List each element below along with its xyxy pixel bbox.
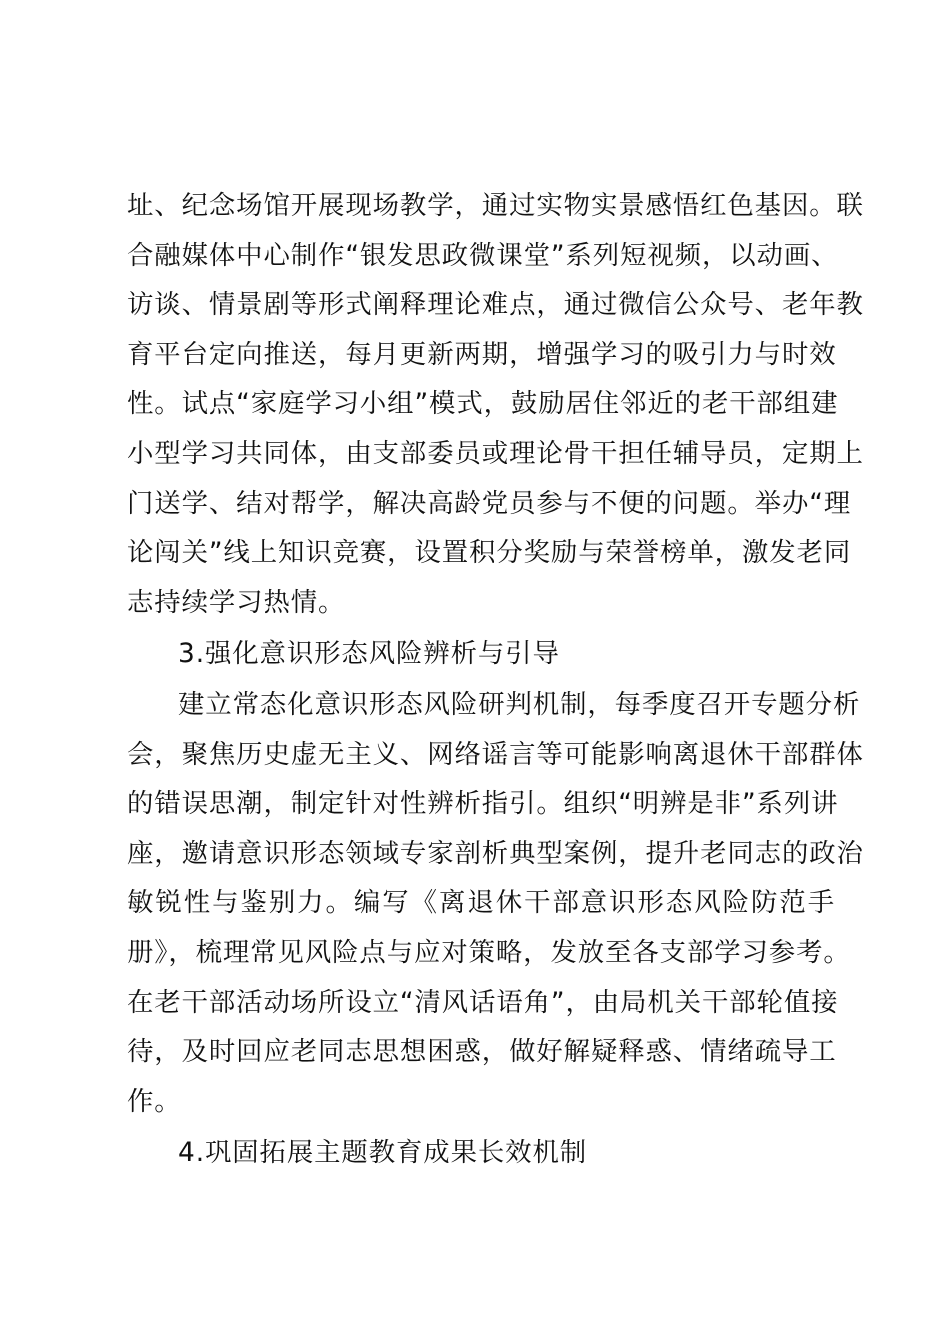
text-line: 论闯关”线上知识竞赛，设置积分奖励与荣誉榜单，激发老同 bbox=[127, 537, 852, 569]
text-line: 小型学习共同体，由支部委员或理论骨干担任辅导员，定期上 bbox=[127, 437, 864, 469]
text-line: 的错误思潮，制定针对性辨析指引。组织“明辨是非”系列讲 bbox=[127, 788, 839, 820]
text-line: 访谈、情景剧等形式阐释理论难点，通过微信公众号、老年教 bbox=[127, 289, 864, 321]
text-line: 会，聚焦历史虚无主义、网络谣言等可能影响离退休干部群体 bbox=[127, 738, 864, 770]
text-line: 址、纪念场馆开展现场教学，通过实物实景感悟红色基因。联 bbox=[127, 190, 864, 221]
text-line: 册》，梳理常见风险点与应对策略，发放至各支部学习参考。 bbox=[127, 936, 851, 968]
paragraph-continuation bbox=[127, 181, 864, 627]
text-line: 在老干部活动场所设立“清风话语角”，由局机关干部轮值接 bbox=[127, 986, 839, 1018]
text-line: 建立常态化意识形态风险研判机制，每季度召开专题分析 bbox=[178, 688, 861, 720]
text-line: 作。 bbox=[127, 1085, 182, 1117]
text-line: 性。试点“家庭学习小组”模式，鼓励居住邻近的老干部组建 bbox=[127, 388, 839, 420]
paragraph-ideology-risk bbox=[127, 680, 864, 1126]
section-heading-3: 3.强化意识形态风险辨析与引导 bbox=[178, 638, 560, 670]
text-line: 门送学、结对帮学，解决高龄党员参与不便的问题。举办“理 bbox=[127, 487, 852, 519]
section-heading-4: 4.巩固拓展主题教育成果长效机制 bbox=[178, 1137, 588, 1169]
text-line: 座，邀请意识形态领域专家剖析典型案例，提升老同志的政治 bbox=[127, 837, 864, 869]
document-page bbox=[127, 181, 864, 1178]
text-line: 育平台定向推送，每月更新两期，增强学习的吸引力与时效 bbox=[127, 338, 837, 370]
text-line: 志持续学习热情。 bbox=[127, 586, 346, 618]
text-line: 待，及时回应老同志思想困惑，做好解疑释惑、情绪疏导工 bbox=[127, 1036, 837, 1068]
text-line: 合融媒体中心制作“银发思政微课堂”系列短视频，以动画、 bbox=[127, 239, 839, 271]
text-line: 敏锐性与鉴别力。编写《离退休干部意识形态风险防范手 bbox=[127, 887, 835, 919]
